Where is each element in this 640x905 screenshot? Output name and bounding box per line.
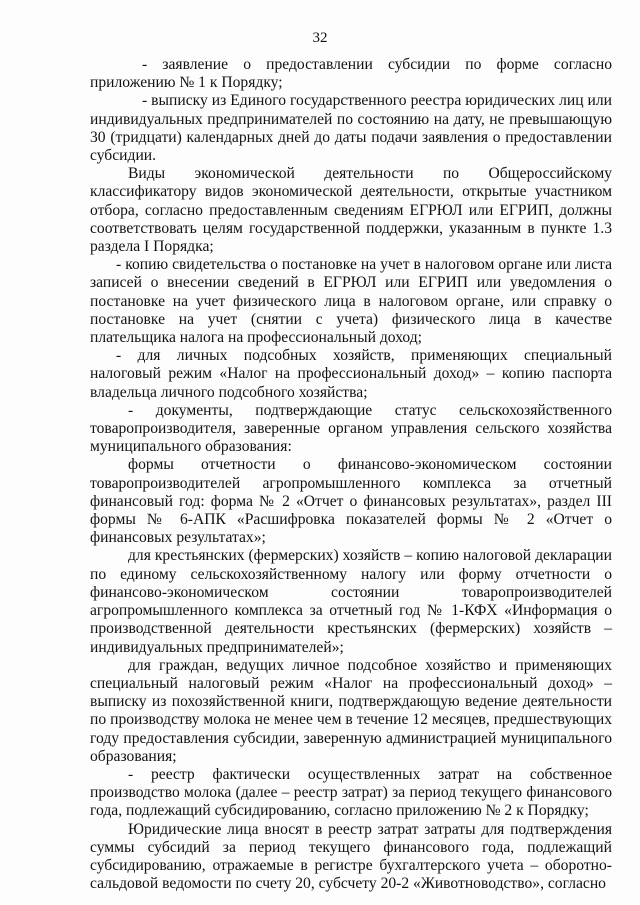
paragraph-egrul-extract: - выписку из Единого государственного реестра юридических лиц или индивидуальных предпринимателей по состоянию на дату, не превышающую 30 (тридцати) календарных дней до даты подачи заявления о предоставлении субсидии. <box>90 92 612 165</box>
paragraph-personal-farms: - для личных подсобных хозяйств, применяющих специальный налоговый режим «Налог на профессиональный доход» – копию паспорта владельца личного подсобного хозяйства; <box>90 347 612 401</box>
paragraph-legal-entities: Юридические лица вносят в реестр затрат затраты для подтверждения суммы субсидий за период текущего финансового года, подлежащий субсидированию, отражаемые в регистре бухгалтерского учета – оборотно-сальдовой ведомости по счету 20, субсчету 20-2 «Животноводство», согласно <box>90 820 612 893</box>
paragraph-status-documents: - документы, подтверждающие статус сельскохозяйственного товаропроизводителя, заверенные органом управления сельского хозяйства муниципального образования: <box>90 401 612 456</box>
paragraph-reporting-forms: формы отчетности о финансово-экономическом состоянии товаропроизводителей агропромышленного комплекса за отчетный финансовый год: форма № 2 «Отчет о финансовых результатах», раздел III формы № 6-АПК «Расшифровка показателей формы № 2 «Отчет о финансовых результатах»; <box>90 456 612 547</box>
paragraph-application-form: - заявление о предоставлении субсидии по форме согласно приложению № 1 к Порядку; <box>90 56 612 92</box>
paragraph-tax-registration: - копию свидетельства о постановке на учет в налоговом органе или листа записей о внесении сведений в ЕГРЮЛ или ЕГРИП или уведомления о постановке на учет физического лица в налоговом органе, или справку о постановке на учет (снятии с учета) физического лица в качестве плательщика налога на профессиональный доход; <box>90 256 612 347</box>
paragraph-activity-types: Виды экономической деятельности по Общероссийскому классификатору видов экономической деятельности, открытые участником отбора, согласно предоставленным сведениям ЕГРЮЛ или ЕГРИП, должны соответствовать целям государственной поддержки, указанным в пункте 1.3 раздела I Порядка; <box>90 165 612 256</box>
paragraph-peasant-farms: для крестьянских (фермерских) хозяйств – копию налоговой декларации по единому сельскохозяйственному налогу или форму отчетности о финансово-экономическом состоянии товаропроизводителей агропромышленного комплекса за отчетный год № 1-КФХ «Информация о производственной деятельности крестьянских (фермерских) хозяйств – индивидуальных предпринимателей»; <box>90 547 612 656</box>
document-body <box>90 56 612 893</box>
paragraph-citizens-farms: для граждан, ведущих личное подсобное хозяйство и применяющих специальный налоговый режим «Налог на профессиональный доход» – выписку из похозяйственной книги, подтверждающую ведение деятельности по производству молока не менее чем в течение 12 месяцев, предшествующих году предоставления субсидии, заверенную администрацией муниципального образования; <box>90 656 612 765</box>
page-number: 32 <box>312 30 328 46</box>
paragraph-cost-register: - реестр фактически осуществленных затрат на собственное производство молока (далее – реестр затрат) за период текущего финансового года, подлежащий субсидированию, согласно приложению № 2 к Порядку; <box>90 765 612 820</box>
